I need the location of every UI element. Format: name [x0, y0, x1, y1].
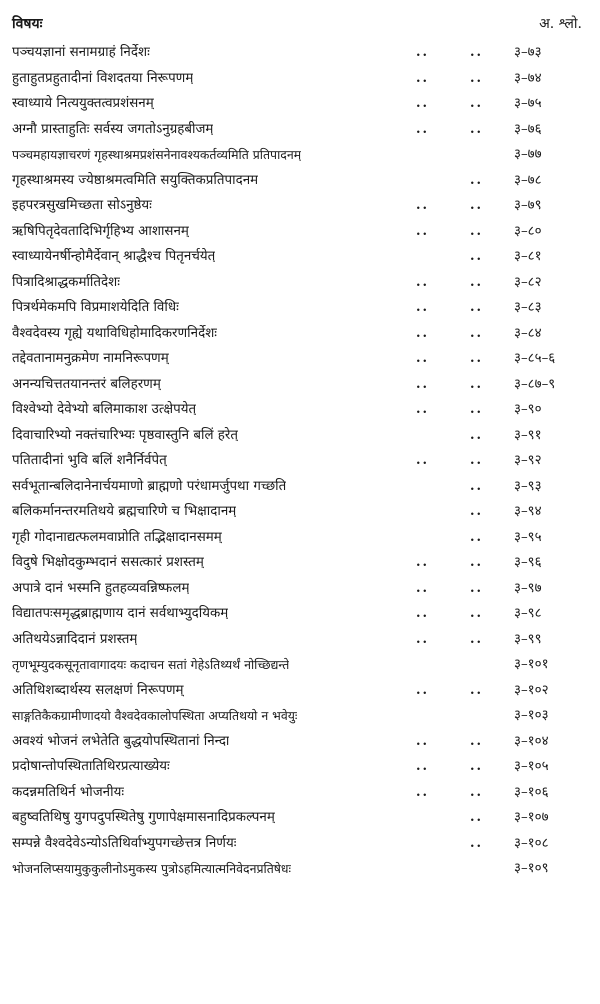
list-item: [12, 321, 586, 347]
list-item: [12, 295, 586, 321]
list-item: [12, 805, 586, 831]
topic-text: अवश्यं भोजनं लभेतेति बुद्धयोपस्थितानां निन्दा: [12, 733, 230, 749]
topic-text: सर्वभूतान्बलिदानेनार्चयमाणो ब्राह्मणो परंधामर्जुपथा गच्छति: [12, 478, 287, 494]
verse-reference: ३–९८: [514, 606, 542, 621]
list-item: [12, 780, 586, 806]
verse-reference: ३–७३: [514, 45, 542, 60]
topic-text: बहुष्वतिथिषु युगपदुपस्थितेषु गुणापेक्षमासनादिप्रकल्पनम्: [12, 810, 275, 825]
reference-column-heading: अ. श्लो.: [539, 16, 582, 32]
topic-text: तद्देवतानामनुक्रमेण नामनिरूपणम्: [12, 351, 169, 366]
verse-reference: ३–९६: [514, 555, 542, 570]
list-item: [12, 244, 586, 270]
list-item: [12, 703, 586, 729]
leader-dots: ..: [416, 351, 430, 366]
topic-text: इहपरत्रसुखमिच्छता सोऽनुष्ठेयः: [12, 198, 152, 213]
leader-dots: ..: [470, 631, 484, 647]
leader-dots: ..: [416, 631, 430, 647]
list-item: [12, 168, 586, 194]
leader-dots: ..: [470, 759, 484, 774]
leader-dots: ..: [470, 784, 484, 800]
list-item: [12, 193, 586, 219]
subject-column-heading: विषयः: [12, 16, 43, 32]
leader-dots: ..: [416, 274, 430, 290]
verse-reference: ३–१०४: [514, 733, 549, 749]
topic-text: वैश्वदेवस्य गृह्ये यथाविधिहोमादिकरणनिर्देशः: [12, 325, 218, 341]
verse-reference: ३–७८: [514, 172, 542, 188]
leader-dots: ..: [470, 300, 484, 315]
verse-reference: ३–८२: [514, 274, 542, 290]
topic-text: अपात्रे दानं भस्मनि हुतहव्यवन्निष्फलम्: [12, 580, 190, 596]
leader-dots: ..: [470, 529, 484, 545]
leader-dots: ..: [416, 198, 430, 213]
leader-dots: ..: [416, 682, 430, 698]
topic-list: [12, 40, 586, 882]
list-item: [12, 499, 586, 525]
topic-text: हुताहुतप्रहुतादीनां विशदतया निरूपणम्: [12, 70, 194, 86]
leader-dots: ..: [470, 325, 484, 341]
topic-text: विश्वेभ्यो देवेभ्यो बलिमाकाश उत्क्षेपयेत्: [12, 402, 197, 417]
verse-reference: ३–९५: [514, 529, 542, 545]
verse-reference: ३–८४: [514, 325, 542, 341]
leader-dots: ..: [470, 453, 484, 468]
topic-text: विदुषे भिक्षोदकुम्भदानं ससत्कारं प्रशस्तम्: [12, 555, 204, 570]
leader-dots: ..: [470, 835, 484, 851]
topic-text: स्वाध्याये नित्ययुक्तत्वप्रशंसनम्: [12, 96, 154, 111]
leader-dots: ..: [470, 402, 484, 417]
verse-reference: ३–१०३: [514, 708, 549, 723]
leader-dots: ..: [470, 96, 484, 111]
verse-reference: ३–७५: [514, 96, 542, 111]
leader-dots: ..: [470, 376, 484, 392]
verse-reference: ३–९२: [514, 453, 542, 468]
leader-dots: ..: [470, 351, 484, 366]
leader-dots: ..: [416, 223, 430, 239]
verse-reference: ३–७९: [514, 198, 542, 213]
leader-dots: ..: [416, 759, 430, 774]
verse-reference: ३–९१: [514, 427, 542, 443]
leader-dots: ..: [416, 376, 430, 392]
verse-reference: ३–१०६: [514, 784, 549, 800]
topic-text: गृही गोदानाद्यत्फलमवाप्नोति तद्भिक्षादानसमम्: [12, 529, 222, 545]
verse-reference: ३–१०५: [514, 759, 549, 774]
list-item: [12, 678, 586, 704]
verse-reference: ३–७४: [514, 70, 542, 86]
topic-text: पित्रर्थमेकमपि विप्रमाशयेदिति विधिः: [12, 300, 179, 315]
verse-reference: ३–९७: [514, 580, 542, 596]
verse-reference: ३–१०२: [514, 682, 549, 698]
list-item: [12, 448, 586, 474]
verse-reference: ३–९४: [514, 504, 542, 519]
list-item: [12, 219, 586, 245]
list-item: [12, 601, 586, 627]
leader-dots: ..: [470, 580, 484, 596]
list-item: [12, 142, 586, 168]
leader-dots: ..: [416, 606, 430, 621]
verse-reference: ३–९३: [514, 478, 542, 494]
leader-dots: ..: [470, 274, 484, 290]
topic-text: अग्नौ प्रास्ताहुतिः सर्वस्य जगतोऽनुग्रहबीजम्: [12, 121, 214, 137]
leader-dots: ..: [470, 45, 484, 60]
leader-dots: ..: [416, 402, 430, 417]
verse-reference: ३–८७–९: [514, 376, 556, 392]
leader-dots: ..: [470, 504, 484, 519]
list-item: [12, 576, 586, 602]
leader-dots: ..: [470, 478, 484, 494]
topic-text: विद्यातपःसमृद्धब्राह्मणाय दानं सर्वथाभ्युदयिकम्: [12, 606, 229, 621]
list-item: [12, 66, 586, 92]
leader-dots: ..: [470, 198, 484, 213]
leader-dots: ..: [416, 325, 430, 341]
leader-dots: ..: [416, 733, 430, 749]
leader-dots: ..: [470, 427, 484, 443]
topic-text: भोजनलिप्सयामुकुकुलीनोऽमुकस्य पुत्रोऽहमित्यात्मनिवेदनप्रतिषेधः: [12, 861, 292, 876]
verse-reference: ३–१०९: [514, 861, 549, 876]
leader-dots: ..: [470, 555, 484, 570]
topic-text: पतितादीनां भुवि बलिं शनैर्निर्वपेत्: [12, 453, 167, 468]
list-item: [12, 346, 586, 372]
topic-text: पञ्चयज्ञानां सनामग्राहं निर्देशः: [12, 45, 150, 60]
leader-dots: ..: [470, 121, 484, 137]
verse-reference: ३–८०: [514, 223, 542, 239]
topic-text: स्वाध्यायेनर्षीन्होमैर्देवान् श्राद्धैश्च पितृनर्चयेत्: [12, 249, 216, 264]
leader-dots: ..: [416, 121, 430, 137]
leader-dots: ..: [416, 784, 430, 800]
list-item: [12, 856, 586, 882]
verse-reference: ३–९०: [514, 402, 542, 417]
verse-reference: ३–८१: [514, 249, 542, 264]
leader-dots: ..: [470, 70, 484, 86]
topic-text: ऋषिपितृदेवतादिभिर्गृहिभ्य आशासनम्: [12, 223, 189, 239]
topic-text: साङ्गतिकैकग्रामीणादयो वैश्वदेवकालोपस्थिता अप्यतिथयो न भवेयुः: [12, 708, 298, 723]
list-item: [12, 627, 586, 653]
list-item: [12, 397, 586, 423]
verse-reference: ३–१०७: [514, 810, 549, 825]
topic-text: सम्पन्ने वैश्वदेवेऽन्योऽतिथिर्वाभ्युपगच्छेत्तत्र निर्णयः: [12, 835, 237, 851]
leader-dots: ..: [470, 810, 484, 825]
verse-reference: ३–७६: [514, 121, 542, 137]
topic-text: अनन्यचित्ततयानन्तरं बलिहरणम्: [12, 376, 161, 392]
verse-reference: ३–८५–६: [514, 351, 556, 366]
leader-dots: ..: [470, 172, 484, 188]
list-item: [12, 729, 586, 755]
list-item: [12, 91, 586, 117]
list-item: [12, 525, 586, 551]
topic-text: अतिथिशब्दार्थस्य सलक्षणं निरूपणम्: [12, 682, 184, 698]
leader-dots: ..: [416, 300, 430, 315]
leader-dots: ..: [416, 70, 430, 86]
list-item: [12, 474, 586, 500]
list-item: [12, 550, 586, 576]
topic-text: पञ्चमहायज्ञाचरणं गृहस्थाश्रमप्रशंसनेनावश्यकर्तव्यमिति प्रतिपादनम्: [12, 147, 302, 162]
list-item: [12, 754, 586, 780]
leader-dots: ..: [416, 555, 430, 570]
verse-reference: ३–८३: [514, 300, 542, 315]
leader-dots: ..: [470, 682, 484, 698]
leader-dots: ..: [416, 453, 430, 468]
list-item: [12, 40, 586, 66]
verse-reference: ३–१०८: [514, 835, 549, 851]
topic-text: बलिकर्मानन्तरमतिथये ब्रह्मचारिणे च भिक्षादानम्: [12, 504, 237, 519]
list-item: [12, 831, 586, 857]
topic-text: गृहस्थाश्रमस्य ज्येष्ठाश्रमत्वमिति सयुक्तिकप्रतिपादनम: [12, 172, 259, 188]
topic-text: कदन्नमतिथिर्न भोजनीयः: [12, 784, 125, 800]
leader-dots: ..: [470, 733, 484, 749]
leader-dots: ..: [470, 223, 484, 239]
topic-text: अतिथयेऽन्नादिदानं प्रशस्तम्: [12, 631, 138, 647]
topic-text: दिवाचारिभ्यो नक्तंचारिभ्यः पृष्ठवास्तुनि बलिं हरेत्: [12, 427, 238, 443]
topic-text: प्रदोषान्तोपस्थितातिथिरप्रत्याख्येयः: [12, 759, 170, 774]
list-item: [12, 270, 586, 296]
verse-reference: ३–९९: [514, 631, 542, 647]
list-item: [12, 372, 586, 398]
list-item: [12, 117, 586, 143]
leader-dots: ..: [416, 45, 430, 60]
table-header: [12, 14, 582, 36]
leader-dots: ..: [470, 249, 484, 264]
topic-text: पित्रादिश्राद्धकर्मातिदेशः: [12, 274, 120, 290]
leader-dots: ..: [416, 96, 430, 111]
verse-reference: ३–७७: [514, 147, 542, 162]
list-item: [12, 652, 586, 678]
topic-text: तृणभूम्युदकसूनृतावागादयः कदाचन सतां गेहेऽतिथ्यर्थं नोच्छिद्यन्ते: [12, 657, 290, 672]
verse-reference: ३–१०१: [514, 657, 549, 672]
leader-dots: ..: [470, 606, 484, 621]
list-item: [12, 423, 586, 449]
leader-dots: ..: [416, 580, 430, 596]
